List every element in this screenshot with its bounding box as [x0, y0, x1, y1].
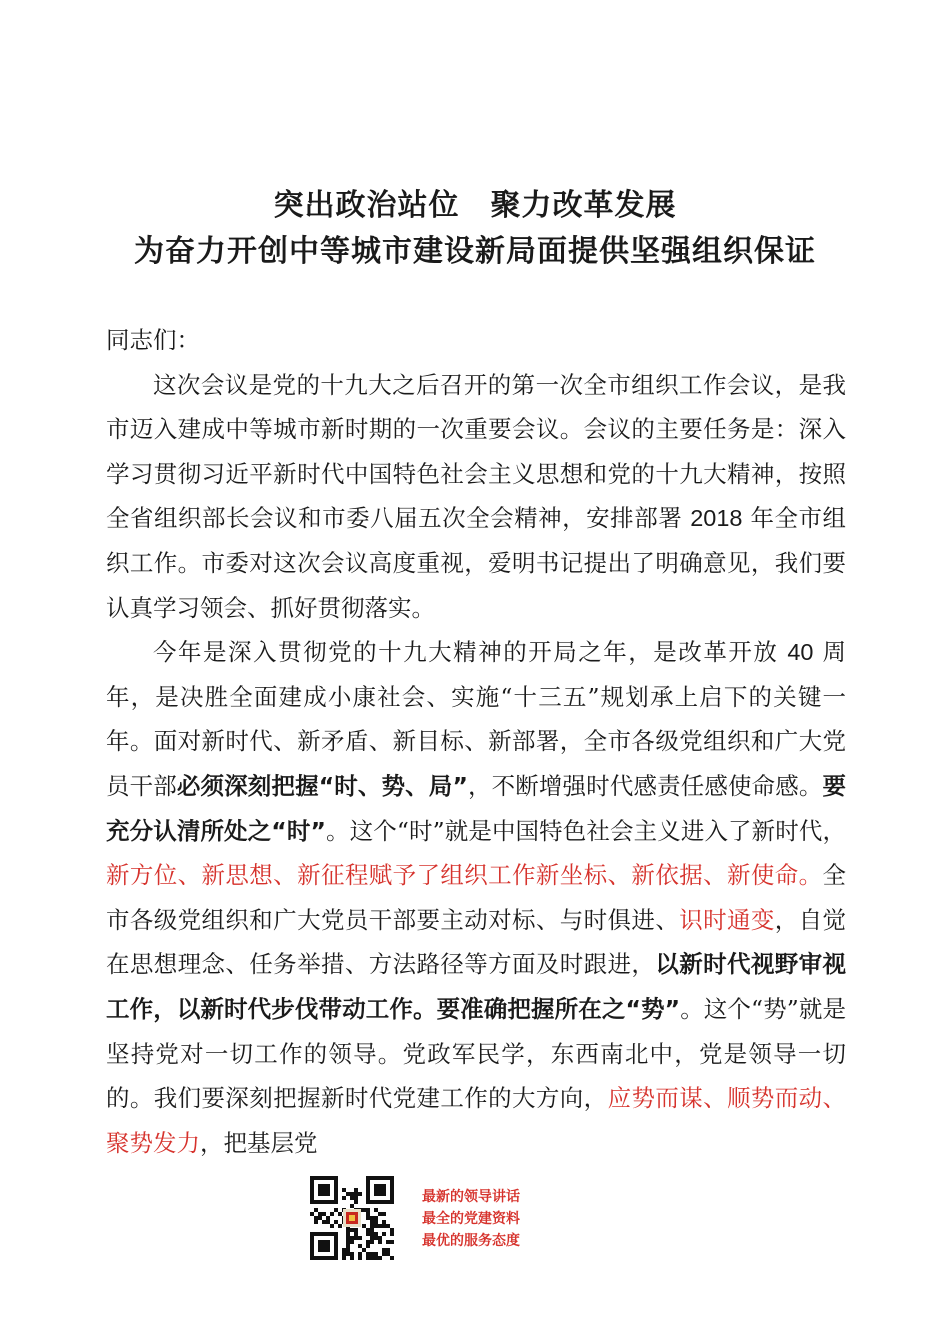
text-run: ，不断增强时代感责任感使命感。 [467, 771, 823, 800]
footer-slogans [422, 1186, 520, 1252]
text-run: ，把基层党 [200, 1128, 318, 1157]
text-run: ，自觉在思想理念、任务举措、方法路径等方面及时跟进， [106, 905, 847, 979]
text-run: 年全市组织工作。市委对这次会议高度重视，爱明书记提出了明确意见，我们要认真学习领会、抓好贯彻落实。 [106, 504, 846, 622]
greeting: 同志们： [106, 326, 200, 354]
bold-text: 必须深刻把握“时、势、局” [176, 771, 468, 800]
qr-code-icon [310, 1176, 394, 1260]
document-body [106, 318, 846, 1165]
paragraph-2 [106, 630, 846, 1165]
footer-slogan-3: 最优的服务态度 [422, 1233, 520, 1249]
paragraph-1 [106, 363, 846, 631]
bold-text: 以新时代视野审视工作，以新时代步伐带动工作。要准确把握所在之“势” [106, 950, 847, 1023]
title-line-2: 为奋力开创中等城市建设新局面提供坚强组织保证 [134, 234, 816, 269]
text-run: 。这个“势”就是坚持党对一切工作的领导。党政军民学，东西南北中，党是领导一切的。我们要深刻把握新时代党建工作的大方向， [106, 994, 847, 1113]
footer-slogan-1: 最新的领导讲话 [422, 1189, 520, 1205]
text-run: 2018 [690, 505, 743, 532]
highlight-red-text: 新方位、新思想、新征程赋予了组织工作新坐标、新依据、新使命。 [106, 861, 823, 890]
highlight-red-text: 识时通变 [679, 905, 775, 934]
footer-slogan-2: 最全的党建资料 [422, 1211, 520, 1227]
bold-text: 要充分认清所处之“时” [106, 771, 847, 845]
text-run: 。这个“时”就是中国特色社会主义进入了新时代， [325, 816, 847, 845]
text-run: 周年，是决胜全面建成小康社会、实施“十三五”规划承上启下的关键一年。面对新时代、新矛盾、新目标、新部署，全市各级党组织和广大党员干部 [106, 638, 846, 800]
title-line-1: 突出政治站位 聚力改革发展 [273, 188, 677, 223]
text-run: 40 [787, 639, 814, 666]
text-run: 今年是深入贯彻党的十九大精神的开局之年，是改革开放 [153, 638, 788, 667]
text-run: 这次会议是党的十九大之后召开的第一次全市组织工作会议，是我市迈入建成中等城市新时期的一次重要会议。会议的主要任务是：深入学习贯彻习近平新时代中国特色社会主义思想和党的十九大精神，按照全省组织部长会议和市委八届五次全会精神，安排部署 [106, 370, 846, 533]
text-run: 全市各级党组织和广大党员干部要主动对标、与时俱进、 [106, 861, 846, 934]
highlight-red-text: 应势而谋、顺势而动、聚势发力 [106, 1084, 847, 1157]
